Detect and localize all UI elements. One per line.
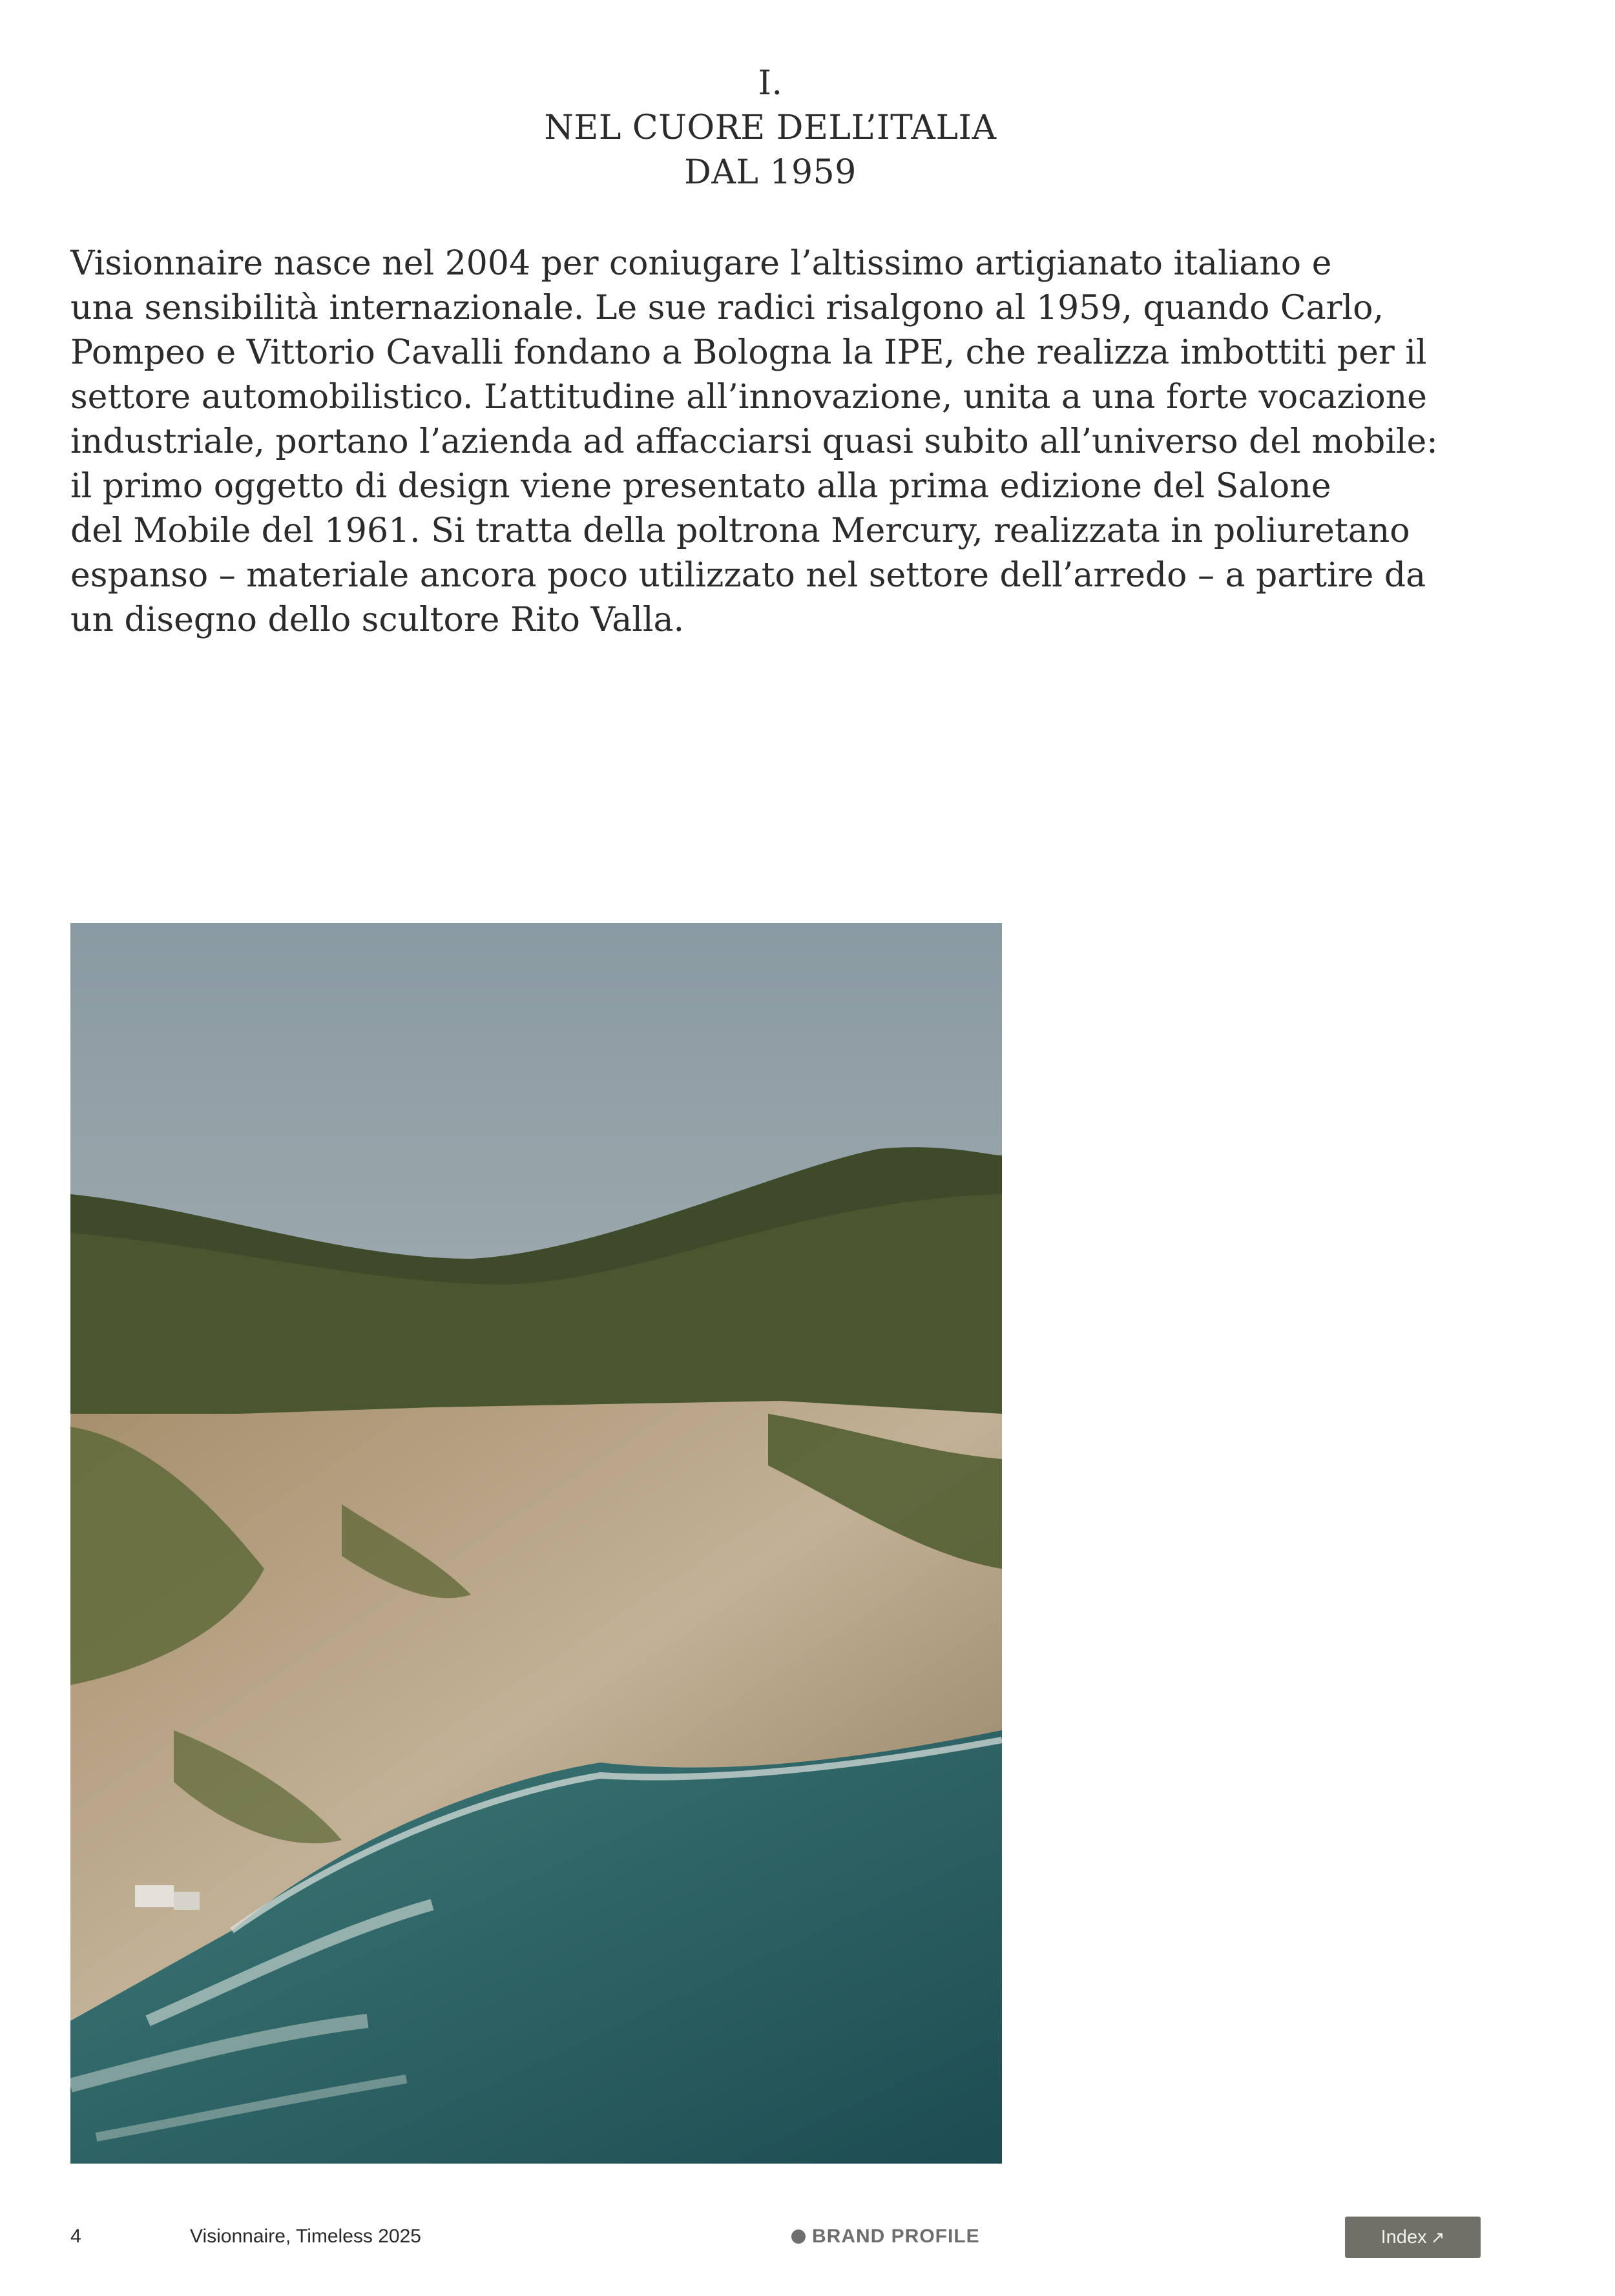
body-line: il primo oggetto di design viene presentato alla prima edizione del Salone [70, 467, 1331, 506]
page-footer [0, 2217, 1615, 2258]
body-line: del Mobile del 1961. Si tratta della poltrona Mercury, realizzata in poliuretano [70, 512, 1410, 550]
page-number: 4 [70, 2226, 81, 2247]
section-subtitle: DAL 1959 [684, 153, 857, 192]
section-label [791, 2226, 980, 2248]
body-line: industriale, portano l’azienda ad affacciarsi quasi subito all’universo del mobile: [70, 422, 1438, 461]
body-line: una sensibilità internazionale. Le sue radici risalgono al 1959, quando Carlo, [70, 289, 1384, 327]
body-line: Pompeo e Vittorio Cavalli fondano a Bologna la IPE, che realizza imbottiti per il [70, 333, 1427, 372]
section-heading [0, 61, 1541, 195]
index-label: Index [1381, 2227, 1427, 2248]
body-line: espanso – materiale ancora poco utilizzato nel settore dell’arredo – a partire da [70, 556, 1426, 595]
index-button[interactable] [1345, 2217, 1481, 2258]
body-line: settore automobilistico. L’attitudine all’innovazione, unita a una forte vocazione [70, 378, 1427, 417]
section-label-text: BRAND PROFILE [812, 2226, 980, 2247]
arrow-up-right-icon: ↗ [1430, 2228, 1445, 2247]
section-number: I. [758, 64, 783, 103]
dot-icon [791, 2229, 806, 2244]
body-paragraph [70, 242, 1524, 643]
coastline-illustration [70, 923, 1002, 2164]
publication-title: Visionnaire, Timeless 2025 [190, 2226, 421, 2247]
section-title: NEL CUORE DELL’ITALIA [544, 109, 997, 147]
coastline-photo [70, 923, 1002, 2164]
body-line: Visionnaire nasce nel 2004 per coniugare l’altissimo artigianato italiano e [70, 244, 1332, 283]
body-line: un disegno dello scultore Rito Valla. [70, 601, 685, 639]
